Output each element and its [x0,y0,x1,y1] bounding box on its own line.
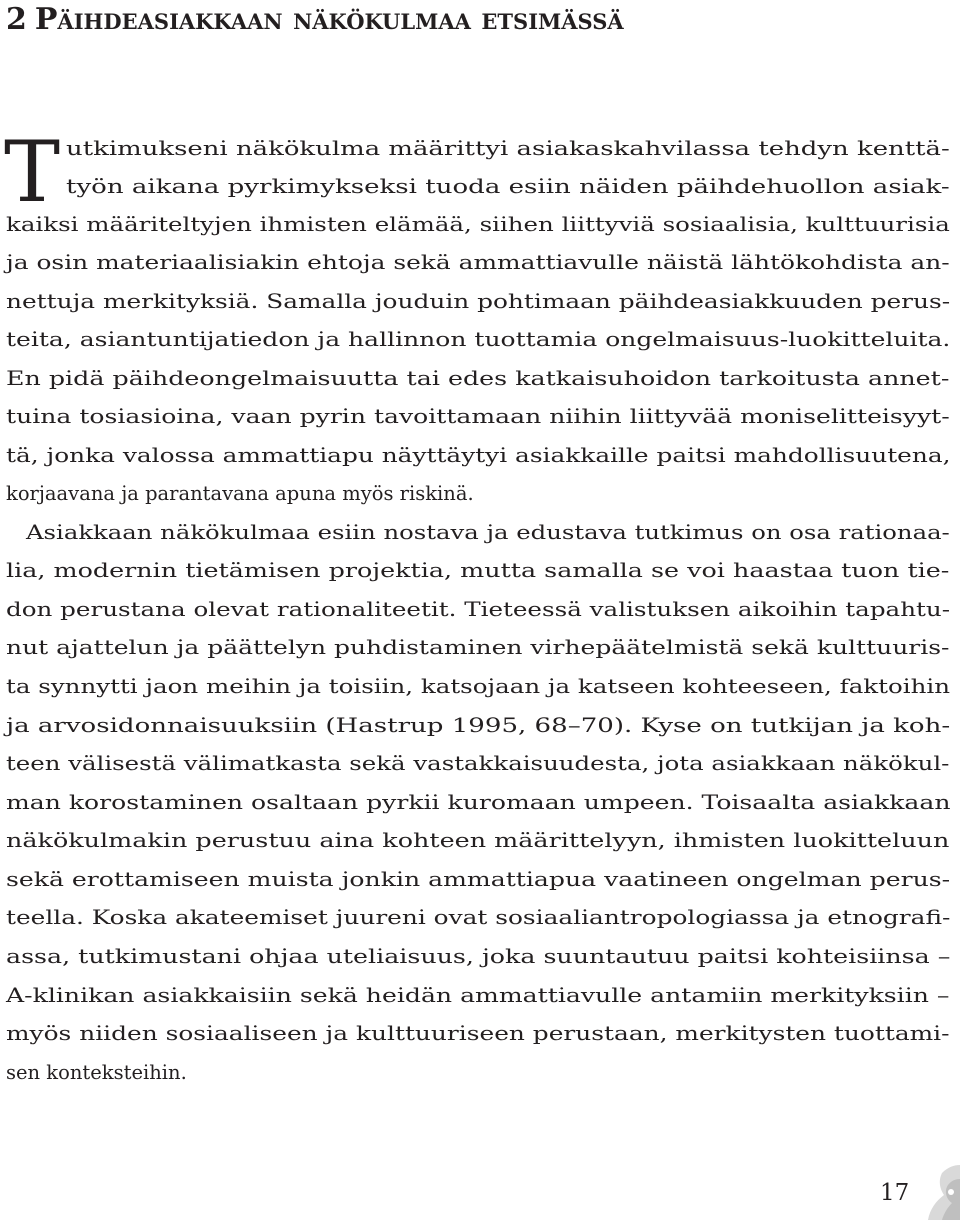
chapter-number: 2 [6,2,27,37]
chapter-heading [6,0,624,40]
text-line: teella. Koska akateemiset juureni ovat sosiaaliantropologiassa ja etnografi- [6,906,951,929]
text-line: assa, tutkimustani ohjaa uteliaisuus, joka suuntautuu paitsi kohteisiinsa – [6,945,951,968]
text-line: kaiksi määriteltyjen ihmisten elämää, siihen liittyviä sosiaalisia, kulttuurisia [6,213,950,236]
text-line: don perustana olevat rationaliteetit. Tieteessä valistuksen aikoihin tapahtu- [6,598,951,621]
text-line: teita, asiantuntijatiedon ja hallinnon tuottamia ongelmaisuus-luokitteluita. [6,328,951,351]
text-line: työn aikana pyrkimykseksi tuoda esiin näiden päihdehuollon asiak- [66,175,950,198]
text-line: ta synnytti jaon meihin ja toisiin, katsojaan ja katseen kohteeseen, faktoihin [6,675,951,698]
corner-ornament-icon [918,1165,960,1220]
text-line: nettuja merkityksiä. Samalla jouduin pohtimaan päihdeasiakkuuden perus- [6,290,951,313]
text-line: tä, jonka valossa ammattiapu näyttäytyi asiakkaille paitsi mahdollisuutena, [6,444,951,467]
text-line: sekä erottamiseen muista jonkin ammattiapua vaatineen ongelman perus- [6,868,951,891]
text-line: utkimukseni näkökulma määrittyi asiakaskahvilassa tehdyn kenttä- [66,137,950,160]
text-line: näkökulmakin perustuu aina kohteen määrittelyyn, ihmisten luokitteluun [6,829,950,852]
drop-cap: T [4,123,61,221]
text-line: sen konteksteihin. [6,1061,187,1084]
text-line: lia, modernin tietämisen projektia, mutta samalla se voi haastaa tuon tie- [6,559,950,582]
text-line: tuina tosiasioina, vaan pyrin tavoittamaan niihin liittyvää moniselitteisyyt- [6,405,950,428]
text-line: ja arvosidonnaisuuksiin (Hastrup 1995, 68–70). Kyse on tutkijan ja koh- [6,714,951,737]
text-line: ja osin materiaalisiakin ehtoja sekä ammattiavulle näistä lähtökohdista an- [6,251,950,274]
text-line: teen välisestä välimatkasta sekä vastakkaisuudesta, jota asiakkaan näkökul- [6,752,950,775]
text-line: En pidä päihdeongelmaisuutta tai edes katkaisuhoidon tarkoitusta annet- [6,367,950,390]
chapter-title: Päihdeasiakkaan näkökulmaa etsimässä [34,2,624,37]
text-line: Asiakkaan näkökulmaa esiin nostava ja edustava tutkimus on osa rationaa- [26,521,950,544]
page-number: 17 [880,1180,910,1206]
text-line: korjaavana ja parantavana apuna myös riskinä. [6,482,474,505]
text-line: man korostaminen osaltaan pyrkii kuromaan umpeen. Toisaalta asiakkaan [6,791,951,814]
text-line: myös niiden sosiaaliseen ja kulttuuriseen perustaan, merkitysten tuottami- [6,1022,950,1045]
text-line: A-klinikan asiakkaisiin sekä heidän ammattiavulle antamiin merkityksiin – [6,984,950,1007]
text-line: nut ajattelun ja päättelyn puhdistaminen virhepäätelmistä sekä kulttuuris- [6,636,950,659]
